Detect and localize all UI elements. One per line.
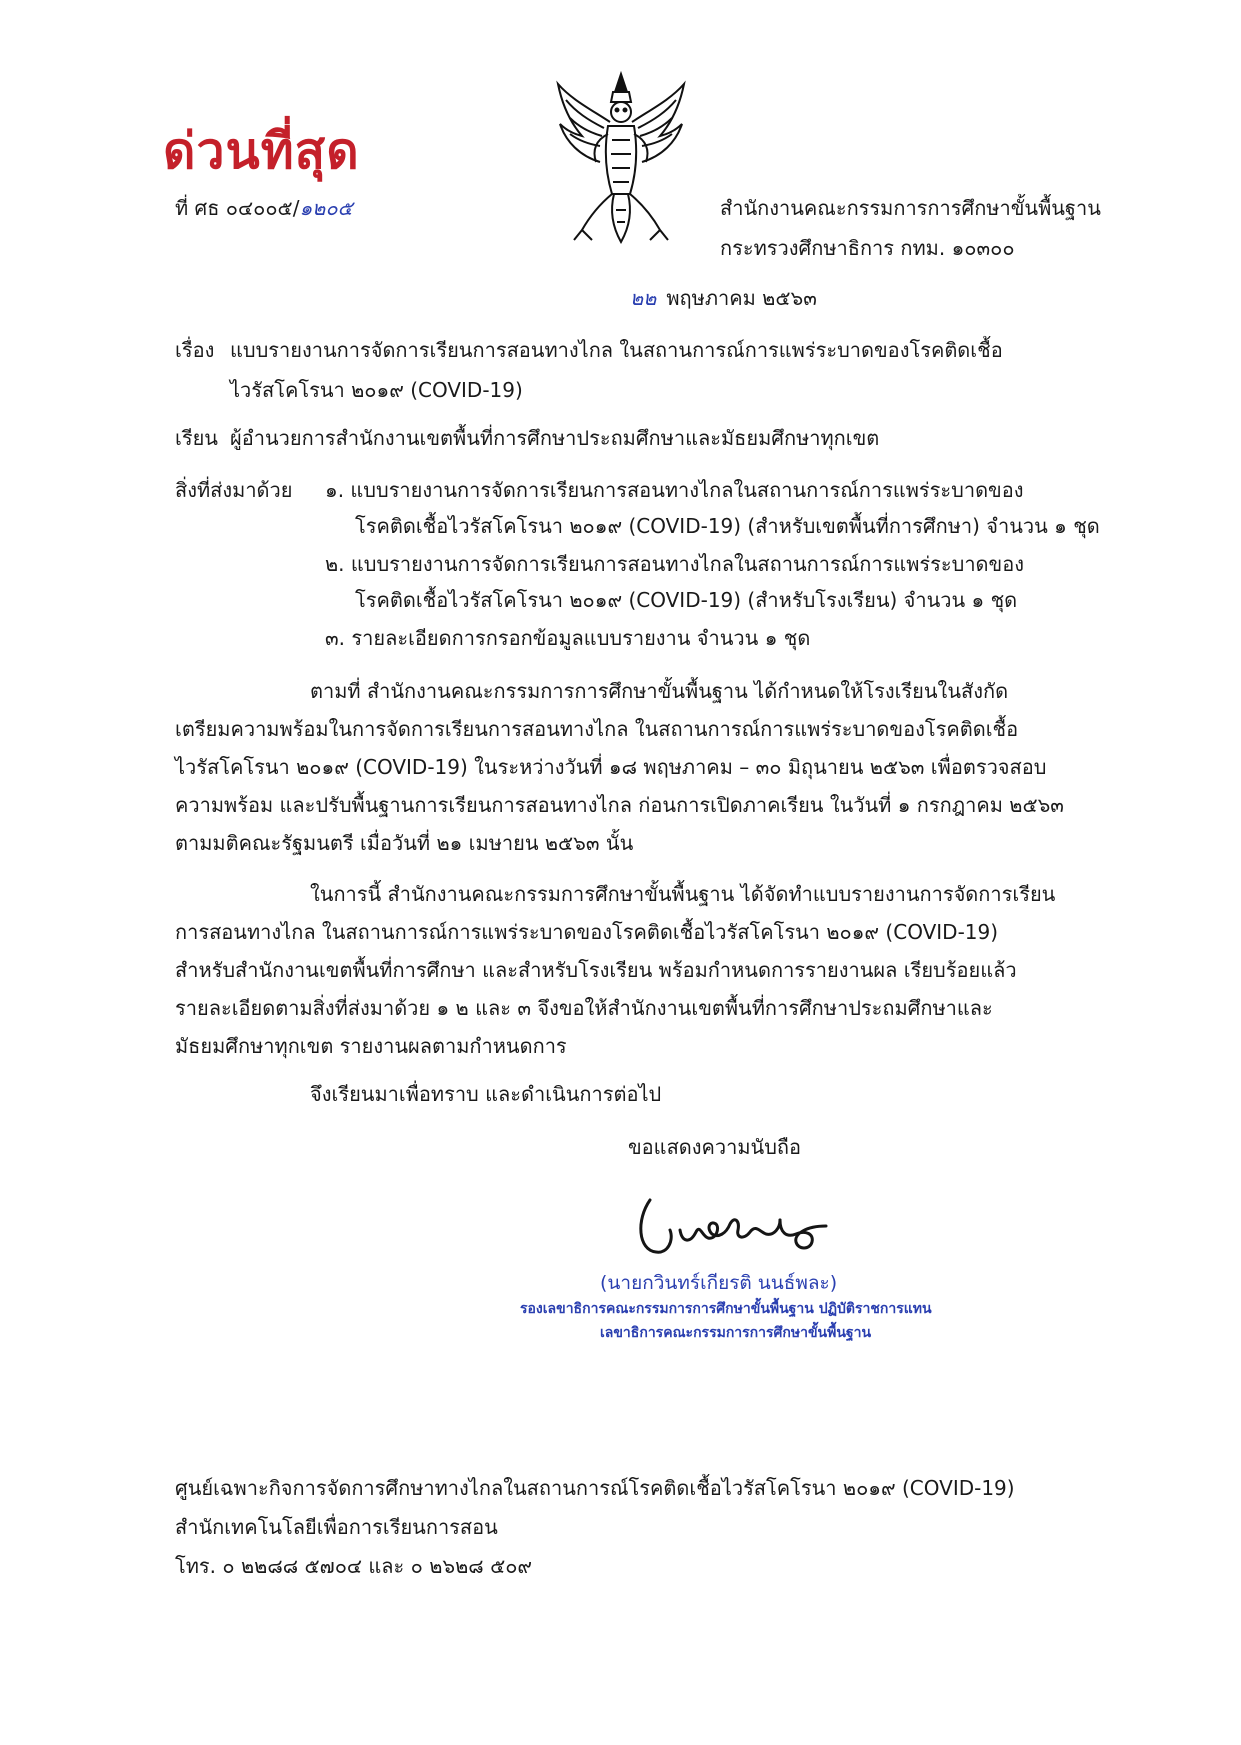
recipient-label: เรียน: [175, 426, 218, 450]
enclosure-item: ๑. แบบรายงานการจัดการเรียนการสอนทางไกลในสถานการณ์การแพร่ระบาดของ: [325, 478, 1024, 502]
recipient-text: ผู้อำนวยการสำนักงานเขตพื้นที่การศึกษาประถมศึกษาและมัธยมศึกษาทุกเขต: [230, 426, 880, 450]
footer-phone: โทร. ๐ ๒๒๘๘ ๕๗๐๔ และ ๐ ๒๖๒๘ ๕๐๙: [175, 1554, 533, 1578]
signer-name: (นายกวินทร์เกียรติ นนธ์พละ): [600, 1272, 838, 1294]
paragraph-line: ไวรัสโคโรนา ๒๐๑๙ (COVID-19) ในระหว่างวันที่ ๑๘ พฤษภาคม – ๓๐ มิถุนายน ๒๕๖๓ เพื่อตรวจสอบ: [175, 755, 1047, 779]
document-number-handwritten: ๑๒๐๕: [299, 196, 353, 220]
paragraph-line: รายละเอียดตามสิ่งที่ส่งมาด้วย ๑ ๒ และ ๓ จึงขอให้สำนักงานเขตพื้นที่การศึกษาประถมศึกษาและ: [175, 996, 993, 1020]
paragraph-line: มัธยมศึกษาทุกเขต รายงานผลตามกำหนดการ: [175, 1034, 567, 1058]
signer-position: รองเลขาธิการคณะกรรมการการศึกษาขั้นพื้นฐาน ปฏิบัติราชการแทน: [520, 1301, 932, 1317]
footer-office: ศูนย์เฉพาะกิจการจัดการศึกษาทางไกลในสถานการณ์โรคติดเชื้อไวรัสโคโรนา ๒๐๑๙ (COVID-19): [175, 1476, 1015, 1500]
document-number: [175, 196, 353, 220]
date-day-handwritten: ๒๒: [630, 286, 657, 310]
paragraph-line: เตรียมความพร้อมในการจัดการเรียนการสอนทางไกล ในสถานการณ์การแพร่ระบาดของโรคติดเชื้อ: [175, 717, 1019, 741]
enclosure-item: โรคติดเชื้อไวรัสโคโรนา ๒๐๑๙ (COVID-19) (สำหรับเขตพื้นที่การศึกษา) จำนวน ๑ ชุด: [355, 514, 1100, 538]
signer-position: เลขาธิการคณะกรรมการการศึกษาขั้นพื้นฐาน: [600, 1325, 872, 1341]
paragraph-line: ตามมติคณะรัฐมนตรี เมื่อวันที่ ๒๑ เมษายน ๒๕๖๓ นั้น: [175, 831, 634, 855]
enclosure-item: ๓. รายละเอียดการกรอกข้อมูลแบบรายงาน จำนวน ๑ ชุด: [325, 626, 811, 650]
agency-address: กระทรวงศึกษาธิการ กทม. ๑๐๓๐๐: [720, 236, 1015, 260]
handwritten-signature: [630, 1180, 860, 1270]
paragraph-line: ความพร้อม และปรับพื้นฐานการเรียนการสอนทางไกล ก่อนการเปิดภาคเรียน ในวันที่ ๑ กรกฎาคม ๒๕๖๓: [175, 793, 1064, 817]
letter-date: [630, 286, 817, 310]
document-number-prefix: ที่ ศธ ๐๔๐๐๕/: [175, 196, 300, 220]
paragraph-line: จึงเรียนมาเพื่อทราบ และดำเนินการต่อไป: [310, 1082, 662, 1106]
agency-name: สำนักงานคณะกรรมการการศึกษาขั้นพื้นฐาน: [720, 196, 1101, 220]
urgency-stamp: ด่วนที่สุด: [163, 121, 360, 180]
paragraph-line: ในการนี้ สำนักงานคณะกรรมการศึกษาขั้นพื้นฐาน ได้จัดทำแบบรายงานการจัดการเรียน: [310, 882, 1056, 906]
closing-salutation: ขอแสดงความนับถือ: [628, 1135, 802, 1159]
enclosure-item: โรคติดเชื้อไวรัสโคโรนา ๒๐๑๙ (COVID-19) (สำหรับโรงเรียน) จำนวน ๑ ชุด: [355, 588, 1018, 612]
subject-line: ไวรัสโคโรนา ๒๐๑๙ (COVID-19): [230, 378, 523, 402]
paragraph-line: สำหรับสำนักงานเขตพื้นที่การศึกษา และสำหรับโรงเรียน พร้อมกำหนดการรายงานผล เรียบร้อยแล้ว: [175, 958, 1017, 982]
enclosures-label: สิ่งที่ส่งมาด้วย: [175, 478, 293, 502]
date-month-year: พฤษภาคม ๒๕๖๓: [666, 286, 817, 310]
subject-label: เรื่อง: [175, 338, 215, 362]
footer-department: สำนักเทคโนโลยีเพื่อการเรียนการสอน: [175, 1515, 498, 1539]
paragraph-line: การสอนทางไกล ในสถานการณ์การแพร่ระบาดของโรคติดเชื้อไวรัสโคโรนา ๒๐๑๙ (COVID-19): [175, 920, 999, 944]
subject-line: แบบรายงานการจัดการเรียนการสอนทางไกล ในสถานการณ์การแพร่ระบาดของโรคติดเชื้อ: [230, 338, 1003, 362]
enclosure-item: ๒. แบบรายงานการจัดการเรียนการสอนทางไกลในสถานการณ์การแพร่ระบาดของ: [325, 552, 1024, 576]
paragraph-line: ตามที่ สำนักงานคณะกรรมการการศึกษาขั้นพื้นฐาน ได้กำหนดให้โรงเรียนในสังกัด: [310, 679, 1009, 703]
garuda-emblem-icon: [552, 70, 690, 250]
